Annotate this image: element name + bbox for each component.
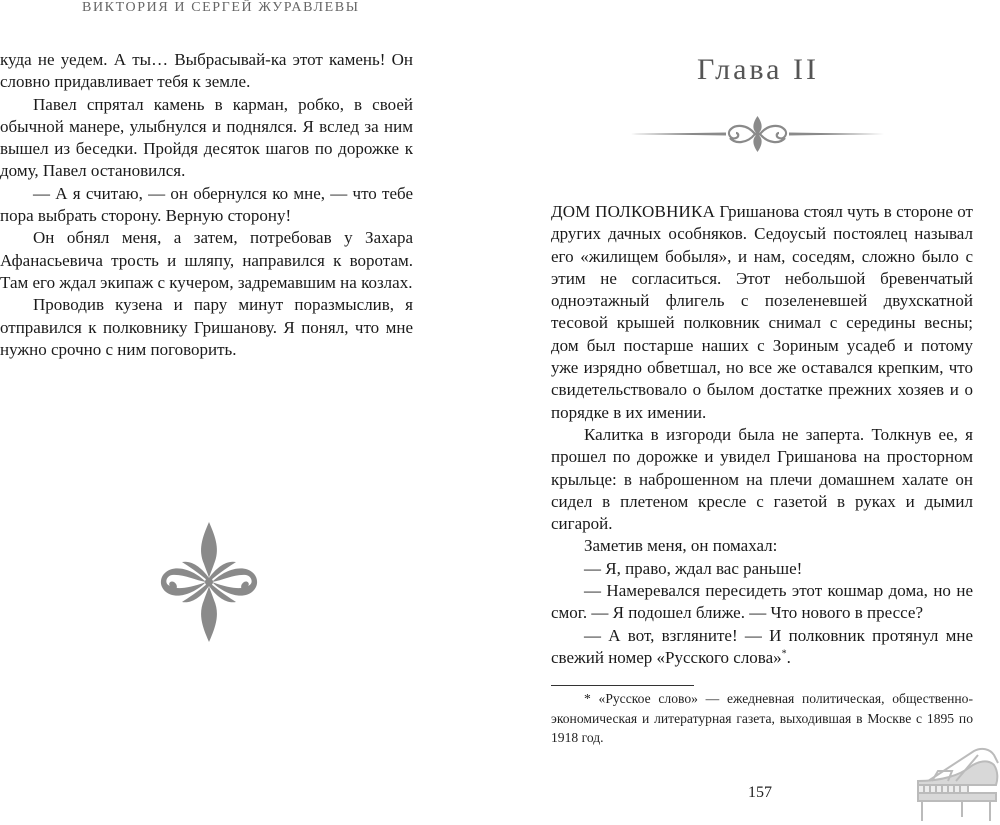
- paragraph: — Я, право, ждал вас раньше!: [584, 558, 803, 578]
- footnote-marker: *: [781, 648, 787, 660]
- paragraph: — Намеревался пересидеть этот кошмар дома, но не смог. — Я подошел ближе. — Что нового в прессе?: [551, 581, 973, 623]
- paragraph: — А я считаю, — он обернулся ко мне, — что тебе пора выбрать сторону. Верную сторону!: [0, 183, 413, 226]
- paragraph: [551, 201, 973, 424]
- paragraph: Заметив меня, он помахал:: [584, 536, 778, 556]
- paragraph-text: — А вот, взгляните! — И полковник протянул мне свежий номер «Русского слова»: [551, 625, 973, 667]
- left-page-text: [0, 49, 413, 361]
- chapter-lead-smallcaps: ДОМ ПОЛКОВНИКА: [551, 202, 716, 221]
- chapter-title: Глава II: [697, 53, 819, 86]
- footnote: [551, 689, 973, 748]
- footnote-rule: [551, 685, 694, 686]
- footnote-text: * «Русское слово» — ежедневная политическая, общественно-экономическая и литературная газета, выходившая в Москве с 1895 по 1918 год.: [551, 691, 973, 745]
- paragraph: Он обнял меня, а затем, потребовав у Захара Афанасьевича трость и шляпу, направился к воротам. Там его ждал экипаж с кучером, задремавшим на козлах.: [0, 228, 413, 292]
- paragraph: Калитка в изгороди была не заперта. Толкнув ее, я прошел по дорожке и увидел Гришанова на просторном крыльце: в наброшенном на плечи домашнем халате он сидел в плетеном кресле с газетой в руках и дымил сигарой.: [551, 424, 973, 534]
- paragraph: Павел спрятал камень в карман, робко, в своей обычной манере, улыбнулся и поднялся. Я вслед за ним вышел из беседки. Пройдя десяток шагов по дорожке к дому, Павел остановился.: [0, 94, 413, 181]
- chapter-divider-ornament-icon: [631, 112, 884, 156]
- grand-piano-icon: [912, 745, 1000, 825]
- paragraph: Проводив кузена и пару минут поразмыслив, я отправился к полковнику Гришанову. Я понял, что мне нужно срочно с ним поговорить.: [0, 295, 413, 359]
- paragraph: куда не уедем. А ты… Выбрасывай-ка этот камень! Он словно придавливает тебя к земле.: [0, 50, 413, 92]
- running-head: ВИКТОРИЯ И СЕРГЕЙ ЖУРАВЛЕВЫ: [82, 0, 360, 15]
- right-page-text: [551, 201, 973, 669]
- page-number: 157: [748, 784, 772, 801]
- paragraph-text: Гришанова стоял чуть в стороне от других дачных особняков. Седоусый постоялец называл его «жилищем бобыля», и нам, соседям, сложно было с этим не согласиться. Этот небольшой бревенчатый одноэтажный флигель с позеленевшей двухскатной тесовой крышей полковник снимал с середины весны; дом был постарше наших с Зориным усадеб и потому уже изрядно обветшал, но все же оставался крепким, что свидетельствовало о былом достатке прежних хозяев и о порядке в их имении.: [551, 202, 973, 422]
- fleuron-ornament-icon: [158, 520, 260, 644]
- paragraph: — А вот, взгляните! — И полковник протянул мне свежий номер «Русского слова»*.: [551, 625, 973, 667]
